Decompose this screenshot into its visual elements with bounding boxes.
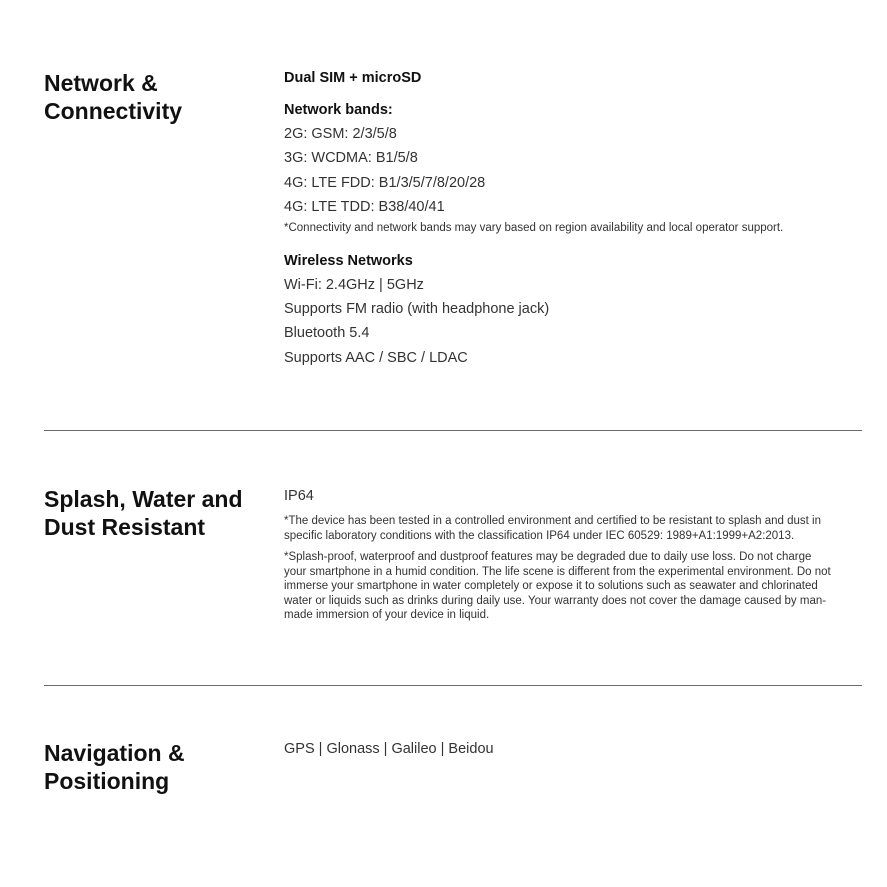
certification-note: *The device has been tested in a controlled environment and certified to be resistant to splash and dust in specific laboratory conditions with the classification IP64 under IEC 60529: 1989+A1:1999+A2:2013. xyxy=(284,515,821,542)
fm-radio-spec: Supports FM radio (with headphone jack) xyxy=(284,300,550,317)
section-title-water-resistance: Splash, Water and Dust Resistant xyxy=(44,486,243,540)
section-divider xyxy=(44,685,862,686)
network-bands-list xyxy=(284,122,844,219)
bluetooth-spec: Bluetooth 5.4 xyxy=(284,325,370,342)
section-title-network: Network & Connectivity xyxy=(44,70,183,124)
band-4g-fdd: 4G: LTE FDD: B1/3/5/7/8/20/28 xyxy=(284,174,486,191)
navigation-specs xyxy=(284,737,844,761)
bands-footnote: *Connectivity and network bands may vary based on region availability and local operator support. xyxy=(284,222,784,235)
network-specs xyxy=(284,68,844,370)
wireless-list xyxy=(284,273,844,370)
ip-rating: IP64 xyxy=(284,488,314,504)
band-2g: 2G: GSM: 2/3/5/8 xyxy=(284,126,397,142)
section-divider xyxy=(44,430,862,431)
audio-codec-spec: Supports AAC / SBC / LDAC xyxy=(284,349,468,366)
sim-spec: Dual SIM + microSD xyxy=(284,70,422,86)
water-resistance-specs xyxy=(284,484,844,630)
band-4g-tdd: 4G: LTE TDD: B38/40/41 xyxy=(284,198,445,215)
usage-warning-note: *Splash-proof, waterproof and dustproof features may be degraded due to daily use loss. Do not charge your smartphone in a humid condition. The life scene is different from the experimental environment. Do not immerse your smartphone in water completely or expose it to solutions such as seawater and chlorinated water or liquids such as drinks during daily use. Your warranty does not cover the damage caused by man-made immersion of your device in liquid. xyxy=(284,551,831,622)
wifi-spec: Wi-Fi: 2.4GHz | 5GHz xyxy=(284,276,424,293)
network-bands-heading: Network bands: xyxy=(284,102,393,118)
band-3g: 3G: WCDMA: B1/5/8 xyxy=(284,150,418,167)
positioning-systems: GPS | Glonass | Galileo | Beidou xyxy=(284,741,494,757)
section-title-navigation: Navigation & Positioning xyxy=(44,740,185,794)
wireless-networks-heading: Wireless Networks xyxy=(284,252,413,269)
